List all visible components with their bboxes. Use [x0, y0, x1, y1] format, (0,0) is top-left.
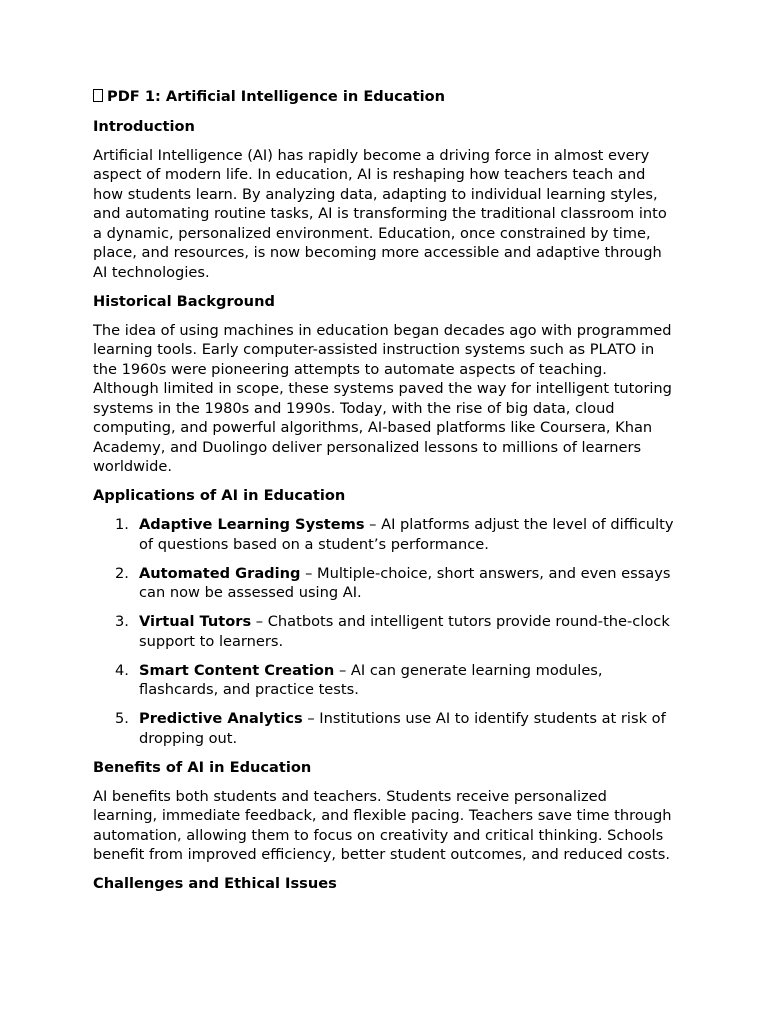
list-item-term: Smart Content Creation [139, 661, 335, 679]
list-item-term: Virtual Tutors [139, 613, 252, 630]
list-item-number: 4. [115, 661, 129, 679]
document-title-text: PDF 1: Artificial Intelligence in Education [107, 88, 446, 105]
introduction-paragraph: Artificial Intelligence (AI) has rapidly become a driving force in almost every aspect of modern life. In education, AI is reshaping how teachers teach and how students learn. By analyzing data, adapting to individual learning styles, and automating routine tasks, AI is transforming the traditional classroom into a dynamic, personalized environment. Education, once constrained by time, place, and resources, is now becoming more accessible and adaptive through AI technologies. [93, 146, 667, 281]
list-item [93, 612, 674, 651]
list-item-description: – Multiple-choice, short answers, and even essays can now be assessed using AI. [139, 564, 671, 601]
history-paragraph: The idea of using machines in education began decades ago with programmed learning tools. Early computer-assisted instruction systems such as PLATO in the 1960s were pioneering attempts to automate aspects of teaching. Although limited in scope, these systems paved the way for intelligent tutoring systems in the 1980s and 1990s. Today, with the rise of big data, cloud computing, and powerful algorithms, AI-based platforms like Coursera, Khan Academy, and Duolingo deliver personalized lessons to millions of learners worldwide. [93, 321, 672, 475]
list-item [93, 661, 674, 700]
benefits-paragraph: AI benefits both students and teachers. Students receive personalized learning, immediate feedback, and flexible pacing. Teachers save time through automation, allowing them to focus on creativity and critical thinking. Schools benefit from improved efficiency, better student outcomes, and reduced costs. [93, 787, 672, 863]
benefits-heading: Benefits of AI in Education [93, 758, 312, 776]
applications-list [93, 515, 674, 748]
history-heading: Historical Background [93, 292, 275, 310]
list-item [93, 515, 674, 554]
list-item-term: Automated Grading [139, 564, 301, 582]
list-item-term: Predictive Analytics [139, 710, 303, 727]
list-item-description: – Institutions use AI to identify students at risk of dropping out. [139, 710, 666, 747]
document-title [93, 87, 674, 107]
introduction-heading: Introduction [93, 117, 195, 135]
file-icon [93, 89, 103, 102]
applications-heading: Applications of AI in Education [93, 487, 346, 504]
list-item [93, 564, 674, 603]
list-item [93, 709, 674, 748]
list-item-number: 1. [115, 516, 129, 533]
list-item-number: 2. [115, 564, 129, 582]
list-item-number: 5. [115, 710, 129, 727]
list-item-description: – AI platforms adjust the level of difficulty of questions based on a student’s performance. [139, 516, 674, 553]
list-item-description: – AI can generate learning modules, flashcards, and practice tests. [139, 661, 603, 698]
list-item-number: 3. [115, 613, 129, 630]
list-item-term: Adaptive Learning Systems [139, 516, 365, 533]
challenges-heading: Challenges and Ethical Issues [93, 875, 337, 892]
list-item-description: – Chatbots and intelligent tutors provide round-the-clock support to learners. [139, 613, 670, 650]
